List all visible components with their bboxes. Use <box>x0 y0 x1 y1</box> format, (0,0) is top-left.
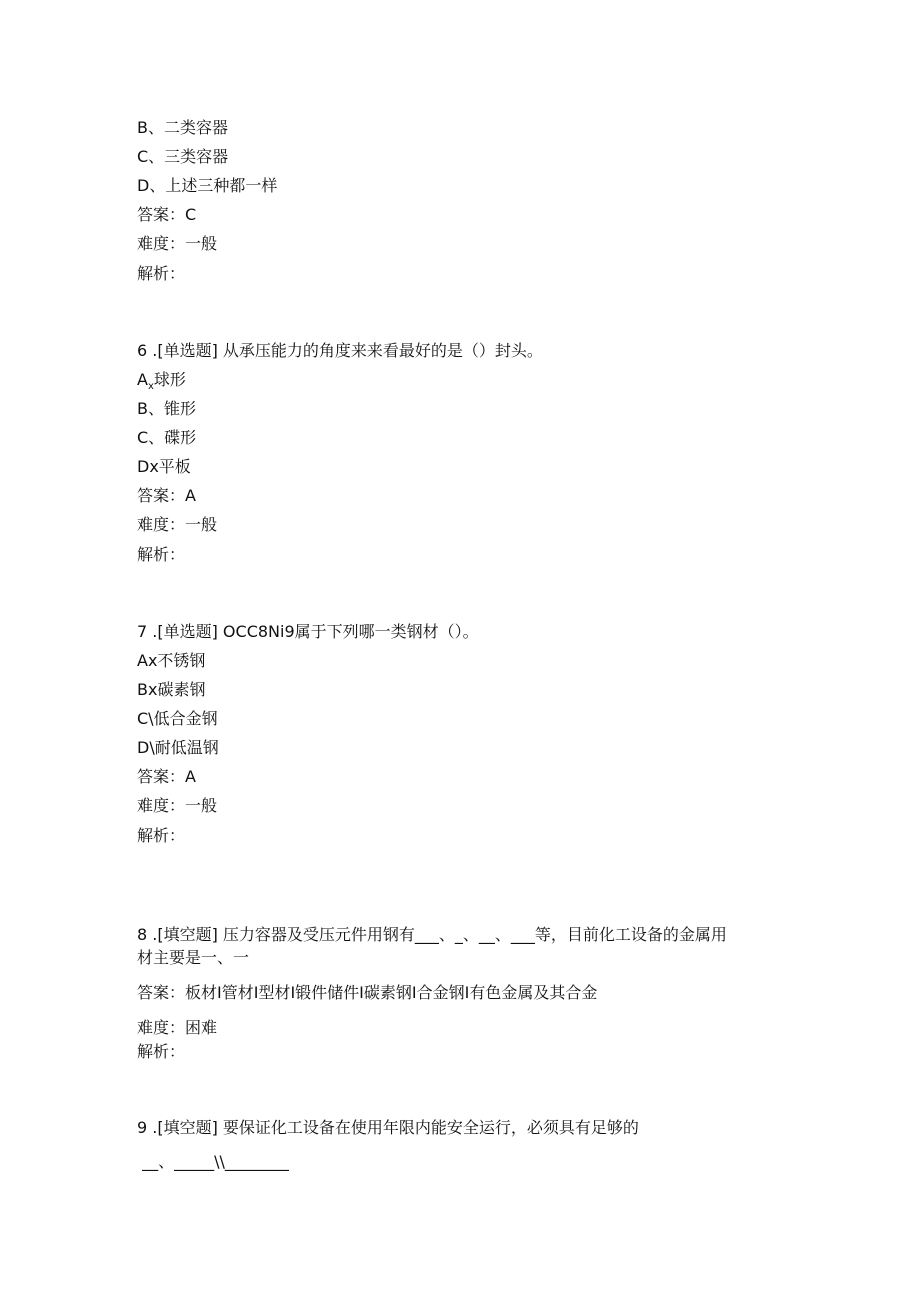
q7-option-b: Bx碳素钢 <box>137 680 206 699</box>
q8-stem-line1: 8 .[填空题] 压力容器及受压元件用钢有___、_、__、___等，目前化工设备的金属用 <box>137 925 727 944</box>
q6-option-c: C、碟形 <box>137 428 197 447</box>
q8-stem-line2: 材主要是一、一 <box>137 948 250 967</box>
q6-stem: 6 .[单选题] 从承压能力的角度来来看最好的是（）封头。 <box>137 341 543 360</box>
q6-option-a-subscript: x <box>147 381 154 392</box>
q7-option-a: Ax不锈钢 <box>137 651 206 670</box>
q9-stem: 9 .[填空题] 要保证化工设备在使用年限内能安全运行，必须具有足够的 <box>137 1118 639 1137</box>
q7-option-c: C\低合金钢 <box>137 709 218 728</box>
q6-option-d: Dx平板 <box>137 457 191 476</box>
q5-option-b: B、二类容器 <box>137 118 228 137</box>
q8-answer: 答案：板材I管材I型材I锻件储件I碳素钢I合金钢I有色金属及其合金 <box>137 983 598 1002</box>
q6-option-b: B、锥形 <box>137 399 196 418</box>
q6-option-a <box>137 370 186 397</box>
q8-analysis: 解析： <box>137 1042 186 1061</box>
q7-analysis: 解析： <box>137 826 186 845</box>
q5-option-c: C、三类容器 <box>137 147 229 166</box>
q7-difficulty: 难度：一般 <box>137 796 218 815</box>
q6-answer: 答案：A <box>137 486 196 505</box>
q6-analysis: 解析： <box>137 545 186 564</box>
q6-difficulty: 难度：一般 <box>137 515 218 534</box>
q6-option-a-text: 球形 <box>153 370 186 389</box>
q8-difficulty: 难度：困难 <box>137 1018 218 1037</box>
q6-option-a-prefix: A <box>137 370 148 389</box>
q7-option-d: D\耐低温钢 <box>137 738 219 757</box>
q9-blanks: __、_____\\________ <box>137 1152 289 1171</box>
q5-difficulty: 难度：一般 <box>137 234 218 253</box>
q5-analysis: 解析： <box>137 264 186 283</box>
q7-answer: 答案：A <box>137 767 196 786</box>
q5-answer: 答案：C <box>137 205 197 224</box>
q5-option-d: D、上述三种都一样 <box>137 176 278 195</box>
q7-stem: 7 .[单选题] OCC8Ni9属于下列哪一类钢材（）。 <box>137 622 479 641</box>
